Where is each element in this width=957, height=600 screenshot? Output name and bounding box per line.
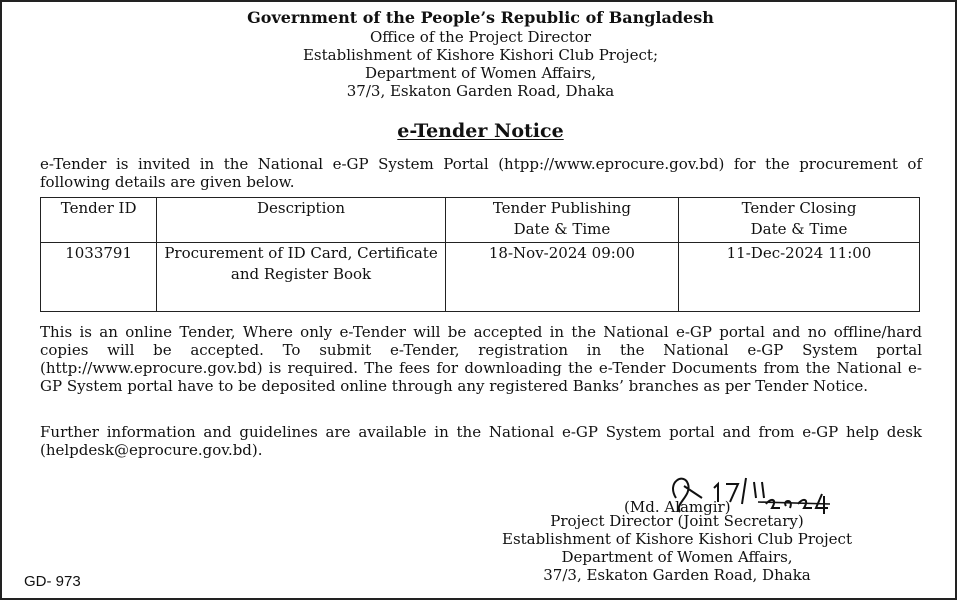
office-line: Office of the Project Director — [369, 28, 591, 46]
notice-title: e-Tender Notice — [397, 120, 564, 142]
signatory-spacer — [442, 494, 912, 512]
signatory-project: Establishment of Kishore Kishori Club Project — [502, 530, 852, 548]
cell-tender-id: 1033791 — [41, 243, 157, 312]
header-tender-id: Tender ID — [41, 198, 157, 243]
header-description: Description — [157, 198, 446, 243]
signatory-department: Department of Women Affairs, — [561, 548, 793, 566]
address-line: 37/3, Eskaton Garden Road, Dhaka — [346, 82, 615, 100]
header-publishing — [445, 198, 678, 243]
reference-code: GD- 973 — [24, 573, 81, 590]
table-header-row — [41, 198, 920, 243]
signatory-name: (Md. Alamgir) — [624, 498, 731, 516]
header-publishing-line1: Tender Publishing — [492, 199, 631, 217]
signatory-address: 37/3, Eskaton Garden Road, Dhaka — [543, 566, 811, 584]
header-closing-line1: Tender Closing — [741, 199, 857, 217]
notice-header — [2, 8, 957, 100]
header-publishing-line2: Date & Time — [513, 220, 611, 238]
header-closing — [678, 198, 919, 243]
signatory-block — [442, 494, 912, 584]
department-line: Department of Women Affairs, — [364, 64, 597, 82]
intro-paragraph: e-Tender is invited in the National e-GP System Portal (htpp://www.eprocure.gov.bd) for the procurement of following details are given below. — [40, 155, 922, 191]
body-paragraph-online-tender: This is an online Tender, Where only e-Tender will be accepted in the National e-GP portal and no offline/hard copies will be accepted. To submit e-Tender, registration in the National e-GP System portal (http://www.eprocure.gov.bd) is required. The fees for downloading the e-Tender Documents from the National e-GP System portal have to be deposited online through any registered Banks’ branches as per Tender Notice. — [40, 323, 922, 395]
signatory-designation: Project Director (Joint Secretary) — [550, 512, 804, 530]
government-heading: Government of the People’s Republic of Bangladesh — [247, 8, 714, 27]
header-closing-line2: Date & Time — [750, 220, 848, 238]
body-paragraph-further-info: Further information and guidelines are available in the National e-GP System portal and from e-GP help desk (helpdesk@eprocure.gov.bd). — [40, 423, 922, 459]
cell-closing: 11-Dec-2024 11:00 — [678, 243, 919, 312]
project-line: Establishment of Kishore Kishori Club Project; — [302, 46, 659, 64]
tender-table — [40, 197, 920, 312]
cell-publishing: 18-Nov-2024 09:00 — [445, 243, 678, 312]
table-row — [41, 243, 920, 312]
cell-description: Procurement of ID Card, Certificate and Register Book — [157, 243, 446, 312]
